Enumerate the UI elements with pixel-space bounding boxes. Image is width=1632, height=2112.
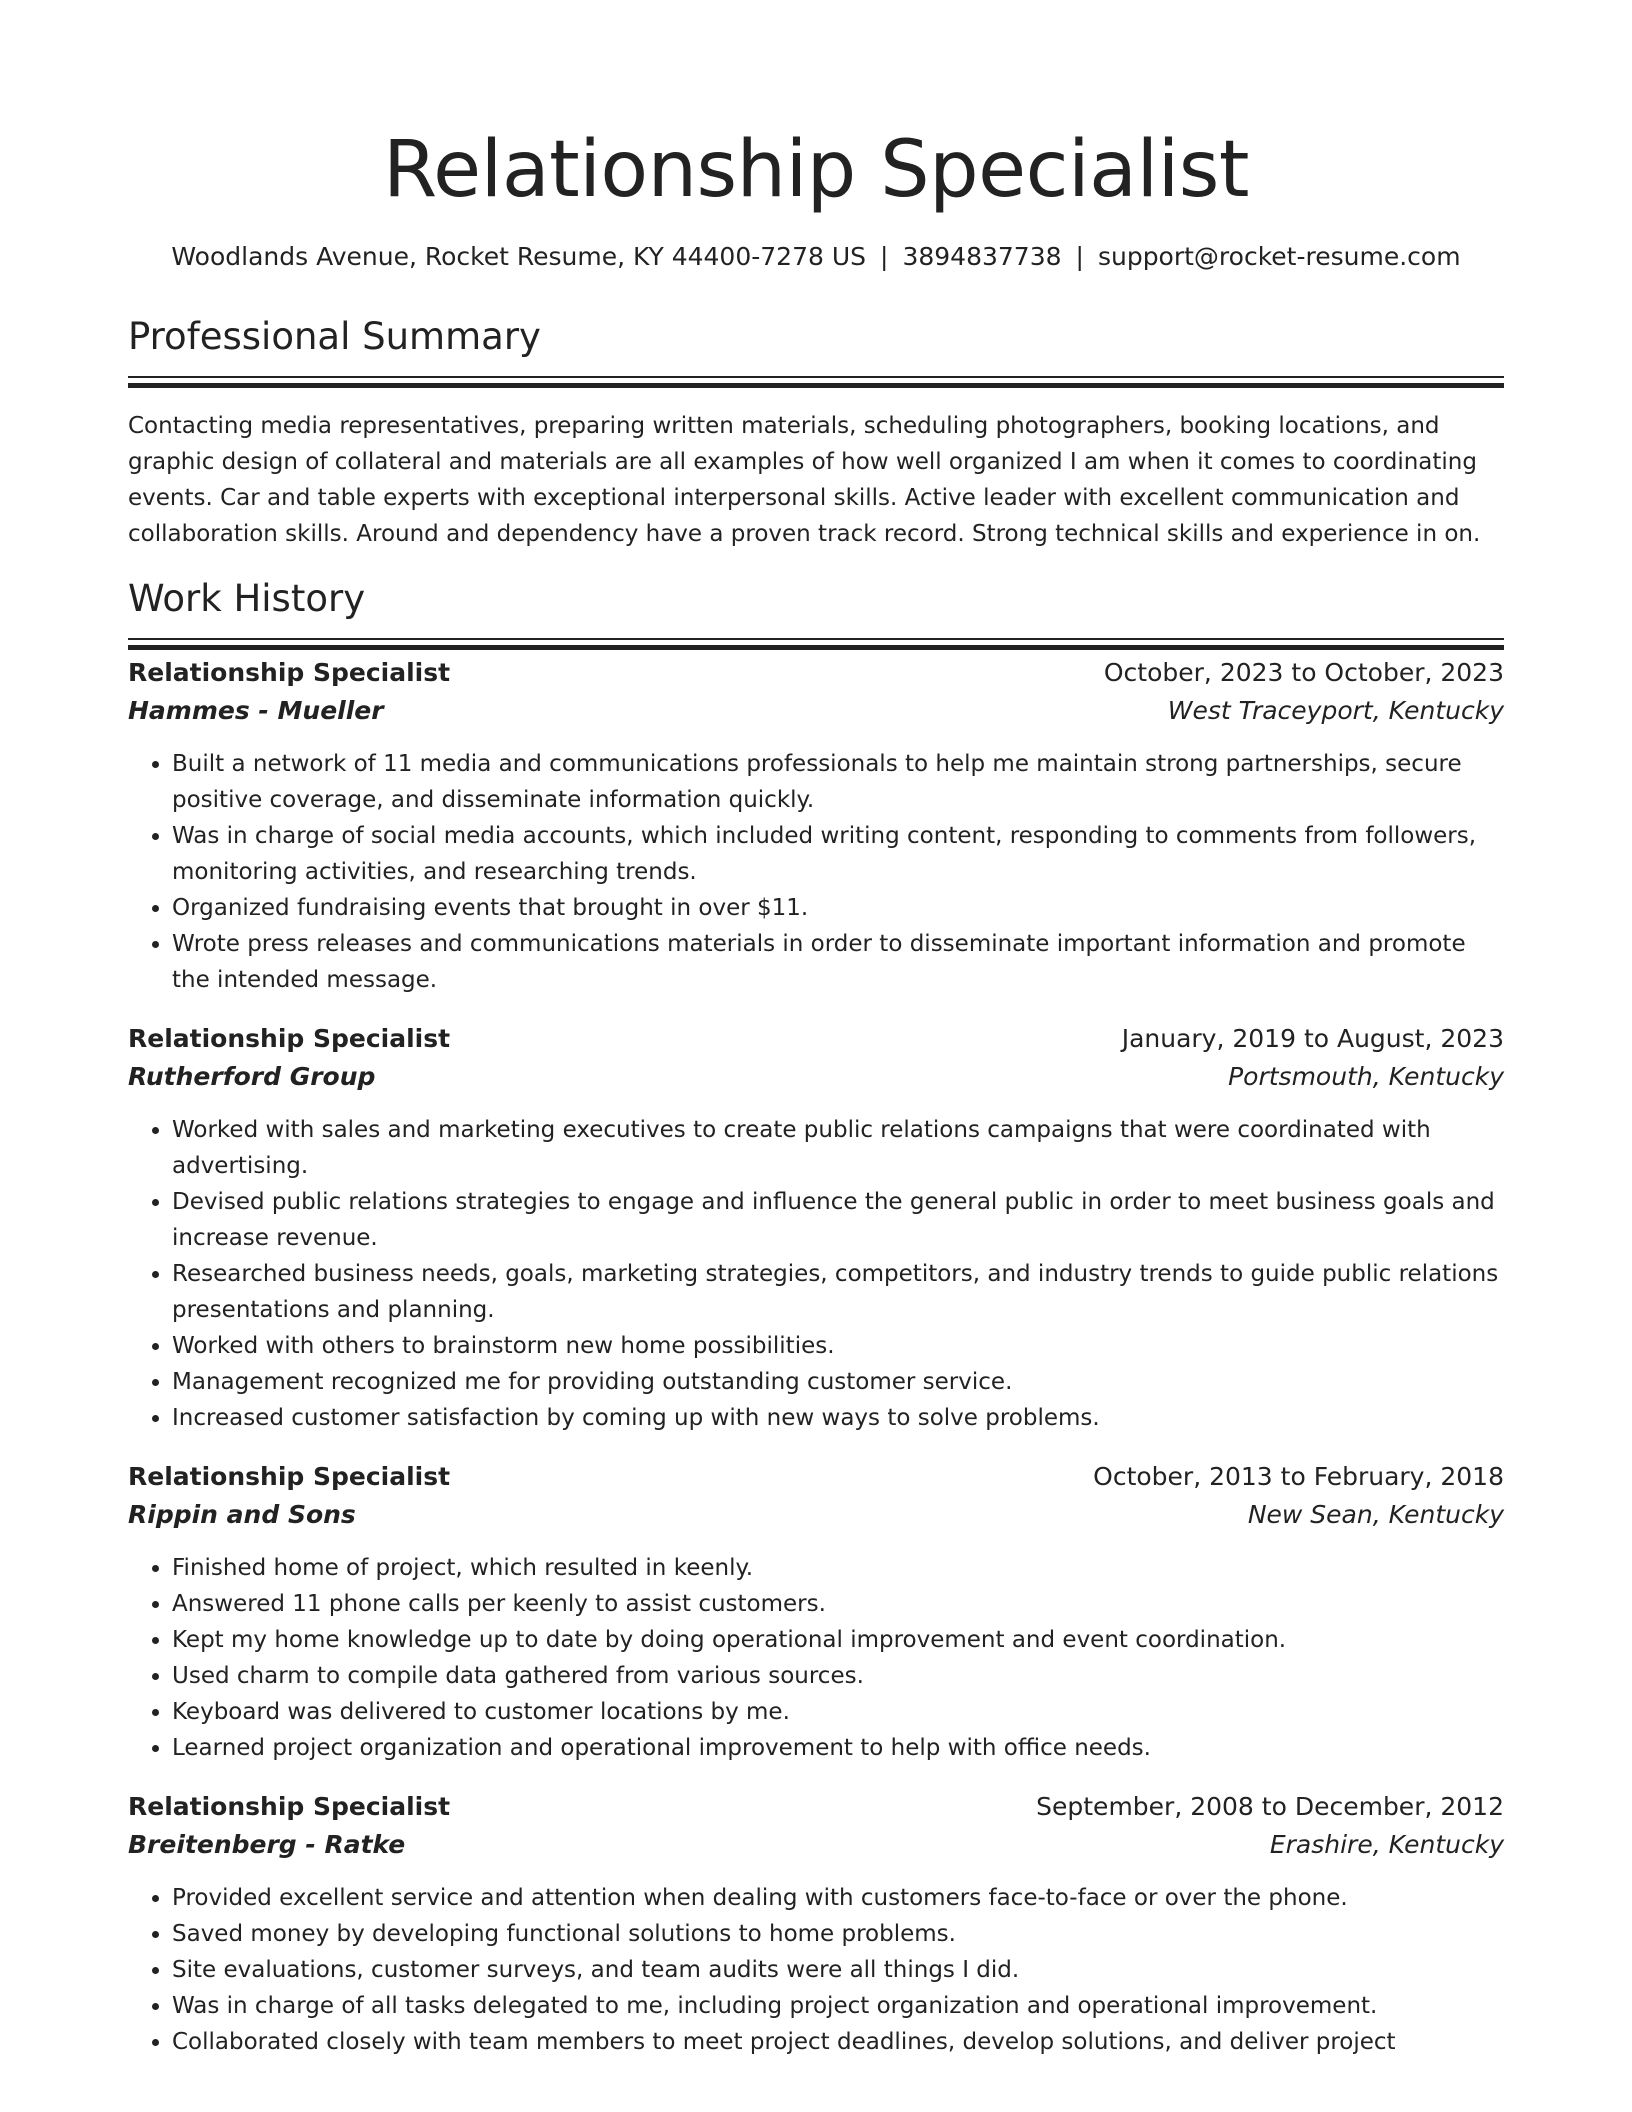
- job-location: Portsmouth, Kentucky: [1228, 1062, 1504, 1091]
- job-bullet: • Worked with others to brainstorm new home possibilities.: [172, 1328, 1504, 1364]
- job-list: [128, 654, 1504, 2060]
- job-dates: September, 2008 to December, 2012: [1036, 1792, 1504, 1821]
- job-company-row: [128, 1826, 1504, 1864]
- job-bullet: • Devised public relations strategies to engage and influence the general public in order to meet business goals and increase revenue.: [172, 1184, 1504, 1256]
- job-bullet-list: [128, 1880, 1504, 2060]
- contact-phone: 3894837738: [902, 242, 1062, 271]
- job-dates: January, 2019 to August, 2023: [1121, 1024, 1504, 1053]
- job-bullet: • Wrote press releases and communications materials in order to disseminate important information and promote the intended message.: [172, 926, 1504, 998]
- job-company-row: [128, 1496, 1504, 1534]
- job-bullet: • Kept my home knowledge up to date by doing operational improvement and event coordination.: [172, 1622, 1504, 1658]
- summary-heading: Professional Summary: [128, 315, 541, 358]
- job-company: Breitenberg - Ratke: [128, 1830, 406, 1859]
- job-bullet: • Researched business needs, goals, marketing strategies, competitors, and industry trends to guide public relations presentations and planning.: [172, 1256, 1504, 1328]
- section-divider: [128, 376, 1504, 378]
- job-bullet: • Management recognized me for providing outstanding customer service.: [172, 1364, 1504, 1400]
- work-history-heading: Work History: [128, 577, 366, 620]
- job-bullet: • Keyboard was delivered to customer locations by me.: [172, 1694, 1504, 1730]
- job-entry: [128, 654, 1504, 998]
- job-bullet-list: [128, 1550, 1504, 1766]
- job-title: Relationship Specialist: [128, 1462, 451, 1491]
- job-entry: [128, 1458, 1504, 1766]
- job-entry: [128, 1020, 1504, 1436]
- job-title: Relationship Specialist: [128, 1792, 451, 1821]
- job-bullet: • Answered 11 phone calls per keenly to assist customers.: [172, 1586, 1504, 1622]
- job-location: New Sean, Kentucky: [1247, 1500, 1504, 1529]
- job-bullet: • Increased customer satisfaction by coming up with new ways to solve problems.: [172, 1400, 1504, 1436]
- contact-email: support@rocket-resume.com: [1097, 242, 1461, 271]
- job-entry: [128, 1788, 1504, 2060]
- job-bullet-list: [128, 1112, 1504, 1436]
- job-bullet: • Finished home of project, which resulted in keenly.: [172, 1550, 1504, 1586]
- job-bullet: • Organized fundraising events that brought in over $11.: [172, 890, 1504, 926]
- job-company: Rippin and Sons: [128, 1500, 356, 1529]
- work-history-section: [128, 574, 1504, 2060]
- contact-separator: |: [1075, 242, 1084, 271]
- resume-name: Relationship Specialist: [382, 125, 1250, 215]
- contact-address: Woodlands Avenue, Rocket Resume, KY 44400-7278 US: [171, 242, 867, 271]
- job-dates: October, 2023 to October, 2023: [1103, 658, 1504, 687]
- job-bullet: • Site evaluations, customer surveys, and team audits were all things I did.: [172, 1952, 1504, 1988]
- job-location: West Traceyport, Kentucky: [1167, 696, 1504, 725]
- section-divider: [128, 638, 1504, 640]
- job-company: Rutherford Group: [128, 1062, 376, 1091]
- job-dates: October, 2013 to February, 2018: [1093, 1462, 1504, 1491]
- contact-line: [128, 240, 1504, 274]
- contact-separator: |: [880, 242, 889, 271]
- job-company-row: [128, 1058, 1504, 1096]
- job-title: Relationship Specialist: [128, 658, 451, 687]
- summary-section: [128, 312, 1504, 552]
- job-bullet-list: [128, 746, 1504, 998]
- job-header-row: [128, 1020, 1504, 1058]
- job-bullet: • Was in charge of social media accounts, which included writing content, responding to comments from followers, monitoring activities, and researching trends.: [172, 818, 1504, 890]
- job-header-row: [128, 1458, 1504, 1496]
- job-bullet: • Learned project organization and operational improvement to help with office needs.: [172, 1730, 1504, 1766]
- job-header-row: [128, 1788, 1504, 1826]
- resume-page: [128, 0, 1504, 2060]
- job-bullet: • Used charm to compile data gathered from various sources.: [172, 1658, 1504, 1694]
- job-bullet: • Worked with sales and marketing executives to create public relations campaigns that were coordinated with advertising.: [172, 1112, 1504, 1184]
- summary-text: Contacting media representatives, preparing written materials, scheduling photographers, booking locations, and graphic design of collateral and materials are all examples of how well organized I am when it comes to coordinating events. Car and table experts with exceptional interpersonal skills. Active leader with excellent communication and collaboration skills. Around and dependency have a proven track record. Strong technical skills and experience in on.: [128, 413, 1481, 547]
- job-location: Erashire, Kentucky: [1269, 1830, 1504, 1859]
- job-company-row: [128, 692, 1504, 730]
- job-bullet: • Was in charge of all tasks delegated to me, including project organization and operational improvement.: [172, 1988, 1504, 2024]
- job-title: Relationship Specialist: [128, 1024, 451, 1053]
- job-bullet: • Provided excellent service and attention when dealing with customers face-to-face or over the phone.: [172, 1880, 1504, 1916]
- job-company: Hammes - Mueller: [128, 696, 384, 725]
- job-header-row: [128, 654, 1504, 692]
- job-bullet: • Built a network of 11 media and communications professionals to help me maintain strong partnerships, secure positive coverage, and disseminate information quickly.: [172, 746, 1504, 818]
- job-bullet: • Saved money by developing functional solutions to home problems.: [172, 1916, 1504, 1952]
- job-bullet: • Collaborated closely with team members to meet project deadlines, develop solutions, and deliver project: [172, 2024, 1504, 2060]
